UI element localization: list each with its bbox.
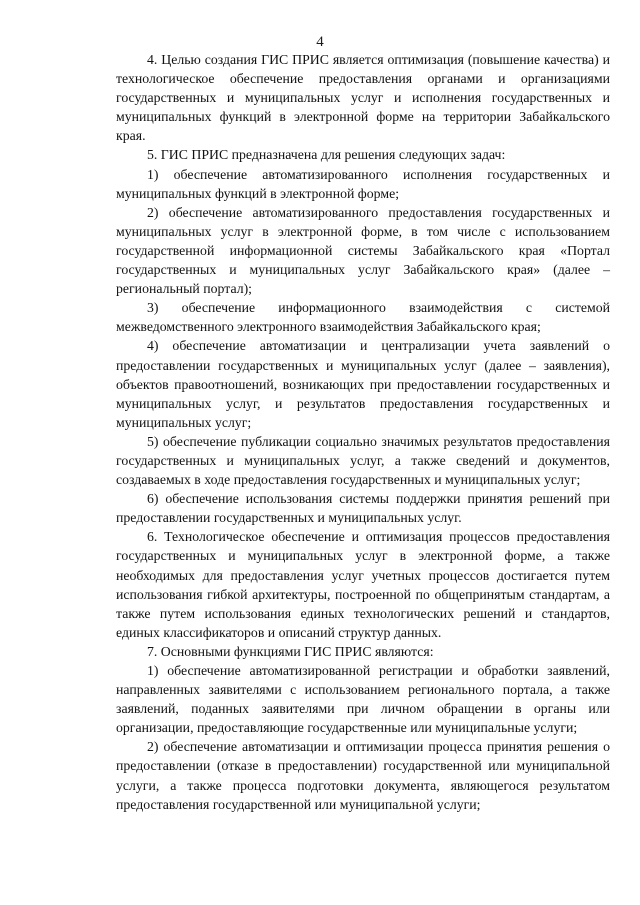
function-1: 1) обеспечение автоматизированной регистрации и обработки заявлений, направленных заявителями с использованием регионального портала, а также заявлений, поданных заявителями при личном обращении в органы или организации, предоставляющие государственные или муниципальные услуги; (116, 663, 610, 736)
paragraph-item-5: 5. ГИС ПРИС предназначена для решения следующих задач: (147, 147, 506, 163)
function-2: 2) обеспечение автоматизации и оптимизации процесса принятия решения о предоставлении (отказе в предоставлении) государственной или муниципальной услуги, а также процесса подготовки документа, являющегося результатом предоставления государственной или муниципальной услуги; (116, 739, 610, 812)
document-body (116, 50, 610, 814)
task-4: 4) обеспечение автоматизации и централизации учета заявлений о предоставлении государственных и муниципальных услуг (далее – заявления), объектов правоотношений, возникающих при предоставлении государственных и муниципальных услуг, и результатов предоставления государственных и муниципальных услуг; (116, 338, 610, 430)
task-6: 6) обеспечение использования системы поддержки принятия решений при предоставлении государственных и муниципальных услуг. (116, 491, 610, 526)
task-2: 2) обеспечение автоматизированного предоставления государственных и муниципальных услуг в электронной форме, в том числе с использованием государственной информационной системы Забайкальского края «Портал государственных и муниципальных услуг Забайкальского края» (далее – региональный портал); (116, 204, 610, 297)
paragraph-item-6: 6. Технологическое обеспечение и оптимизация процессов предоставления государственных и муниципальных услуг в электронной форме, а также необходимых для предоставления услуг учетных процессов достигается путем использования гибкой архитектуры, построенной по общепринятым стандартам, а также путем использования единых технологических решений и стандартов, единых классификаторов и описаний структур данных. (116, 529, 610, 640)
paragraph-item-7: 7. Основными функциями ГИС ПРИС являются: (147, 643, 434, 659)
task-1: 1) обеспечение автоматизированного исполнения государственных и муниципальных функций в электронной форме; (116, 166, 610, 201)
task-5: 5) обеспечение публикации социально значимых результатов предоставления государственных и муниципальных услуг, а также сведений и документов, создаваемых в ходе предоставления государственных и муниципальных услуг; (116, 433, 610, 488)
paragraph-item-4: 4. Целью создания ГИС ПРИС является оптимизация (повышение качества) и технологическое обеспечение предоставления органами и организациями государственных и муниципальных услуг и исполнения государственных и муниципальных функций в электронной форме на территории Забайкальского края. (116, 52, 610, 144)
task-3: 3) обеспечение информационного взаимодействия с системой межведомственного электронного взаимодействия Забайкальского края; (116, 300, 610, 335)
page-number: 4 (316, 34, 324, 50)
